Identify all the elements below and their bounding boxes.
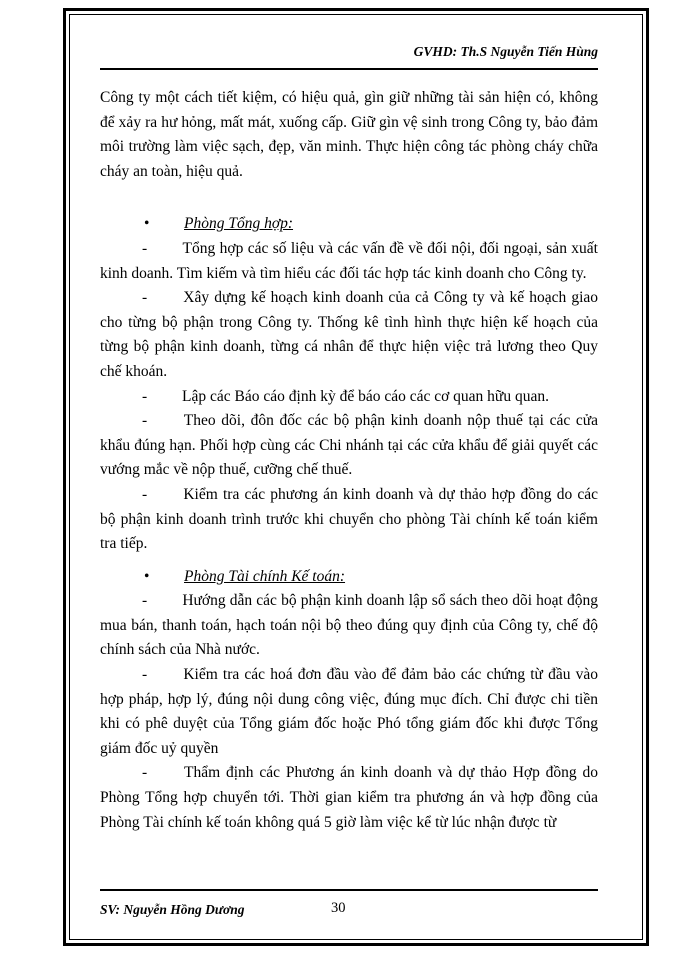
dash-marker: - — [142, 289, 148, 307]
dash-marker: - — [142, 239, 148, 257]
list-item-text: Xây dựng kế hoạch kinh doanh của cả Công ty và kế hoạch giao cho từng bộ phận trong Công ty. Thống kê tình hình thực hiện kế hoạch của từng bộ phận kinh doanh, từng cá nhân để thực hiện việc trả lương theo Quy chế khoán. — [100, 289, 599, 380]
list-item-text: Lập các Báo cáo định kỳ để báo cáo các cơ quan hữu quan. — [182, 387, 549, 405]
footer-student: SV: Nguyễn Hồng Dương — [100, 902, 245, 917]
document-body — [100, 86, 598, 835]
list-item-text: Kiểm tra các hoá đơn đầu vào để đảm bảo các chứng từ đầu vào hợp pháp, hợp lý, đúng nội dung công việc, đúng mục đích. Chỉ được chi tiền khi có phê duyệt của Tổng giám đốc hoặc Phó tổng giám đốc khi được Tổng giám đốc uỷ quyền — [100, 666, 599, 757]
list-item — [100, 409, 598, 483]
list-item — [100, 385, 598, 410]
header-supervisor: GVHD: Th.S Nguyễn Tiến Hùng — [413, 44, 598, 59]
list-item-text: Theo dõi, đôn đốc các bộ phận kinh doanh nộp thuế tại các cửa khẩu đúng hạn. Phối hợp cùng các Chi nhánh tại các cửa khẩu để giải quyết các vướng mắc về nộp thuế, cưỡng chế thuế. — [100, 412, 598, 479]
list-item — [100, 483, 598, 557]
footer-rule — [100, 889, 598, 891]
list-item — [100, 237, 598, 286]
list-item-text: Thẩm định các Phương án kinh doanh và dự thảo Hợp đồng do Phòng Tổng hợp chuyển tới. Thời gian kiểm tra phương án và hợp đồng của Phòng Tài chính kế toán không quá 5 giờ làm việc kể từ lúc nhận được từ — [100, 764, 599, 831]
bullet-icon: • — [144, 567, 150, 585]
dash-marker: - — [142, 387, 148, 405]
dash-marker: - — [142, 666, 148, 684]
page-number: 30 — [331, 900, 346, 916]
list-item — [100, 589, 598, 663]
list-item-text: Kiểm tra các phương án kinh doanh và dự thảo hợp đồng do các bộ phận kinh doanh trình trước khi chuyển cho phòng Tài chính kế toán kiểm tra tiếp. — [100, 485, 599, 553]
list-item — [100, 761, 598, 835]
section-title: Phòng Tài chính Kế toán: — [184, 567, 346, 585]
dash-marker: - — [142, 592, 148, 610]
list-item-text: Hướng dẫn các bộ phận kinh doanh lập sổ sách theo dõi hoạt động mua bán, thanh toán, hạch toán nội bộ theo đúng quy định của Công ty, chế độ chính sách của Nhà nước. — [100, 592, 598, 659]
bullet-icon: • — [144, 215, 150, 233]
list-item — [100, 663, 598, 761]
dash-marker: - — [142, 485, 148, 503]
section-heading — [100, 212, 598, 237]
section-title: Phòng Tổng hợp: — [184, 215, 294, 233]
list-item — [100, 286, 598, 384]
list-item-text: Tổng hợp các số liệu và các vấn đề về đối nội, đối ngoại, sản xuất kinh doanh. Tìm kiếm và tìm hiểu các đối tác hợp tác kinh doanh cho Công ty. — [100, 239, 598, 282]
dash-marker: - — [142, 764, 148, 782]
dash-marker: - — [142, 412, 148, 430]
section-heading — [100, 565, 598, 590]
header-rule — [100, 68, 598, 70]
intro-paragraph: Công ty một cách tiết kiệm, có hiệu quả, gìn giữ những tài sản hiện có, không để xảy ra hư hỏng, mất mát, xuống cấp. Giữ gìn vệ sinh trong Công ty, bảo đảm môi trường làm việc sạch, đẹp, văn minh. Thực hiện công tác phòng cháy chữa cháy an toàn, hiệu quả. — [100, 89, 598, 180]
